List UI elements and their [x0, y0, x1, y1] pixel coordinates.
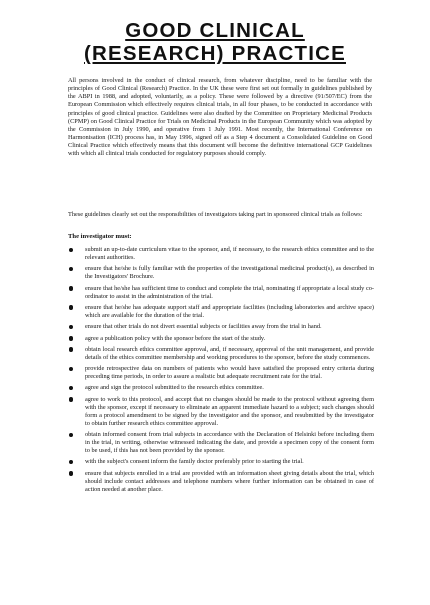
- list-item-text: agree to work to this protocol, and accept that no changes should be made to the protocol without agreeing them with the sponsor, except if necessary to eliminate an apparent immediate hazard to a subject; such changes should form a protocol amendment to be signed by the investigator and the sponsor, and resubmitted by the investigator to obtain further research ethics committee approval.: [85, 395, 374, 427]
- list-item: [68, 265, 374, 281]
- bullet-icon: [69, 267, 73, 271]
- bullet-icon: [69, 248, 73, 252]
- list-item-text: submit an up-to-date curriculum vitae to the sponsor, and, if necessary, to the research ethics committee and to the relevant authorities.: [85, 246, 374, 261]
- list-item: [68, 470, 374, 494]
- list-item: [68, 396, 374, 428]
- list-item: [68, 346, 374, 362]
- list-item: [68, 323, 374, 331]
- list-item: [68, 335, 374, 343]
- list-item-text: agree a publication policy with the sponsor before the start of the study.: [85, 334, 266, 342]
- page-title-line-2: (RESEARCH) PRACTICE: [84, 42, 346, 65]
- list-item-text: ensure that he/she has sufficient time to conduct and complete the trial, nominating if appropriate a local study co-ordinator to assist in the administration of the trial.: [85, 284, 374, 300]
- bullet-icon: [69, 386, 73, 390]
- list-item-text: ensure that other trials do not divert essential subjects or facilities away from the trial in hand.: [85, 323, 322, 331]
- list-item-text: ensure that he/she has adequate support staff and appropriate facilities (including laboratories and archive space) which are available for the duration of the trial.: [85, 303, 374, 319]
- lead-paragraph: These guidelines clearly set out the responsibilities of investigators taking part in sponsored clinical trials as follows:: [68, 211, 363, 218]
- list-item: [68, 365, 374, 381]
- bullet-icon: [69, 286, 73, 290]
- bullet-icon: [69, 336, 73, 340]
- list-item-text: ensure that he/she is fully familiar with the properties of the investigational medicinal product(s), as described in the Investigators' Brochure.: [85, 265, 374, 281]
- list-item-text: obtain informed consent from trial subjects in accordance with the Declaration of Helsinki before including them in the trial, in writing, otherwise witnessed indicating the date, and provide a specimen copy of the consent form to be used, if this has not been provided by the sponsor.: [85, 431, 374, 454]
- list-item: [68, 246, 374, 262]
- responsibilities-list: [68, 246, 374, 497]
- list-item-text: with the subject's consent inform the family doctor preferably prior to starting the trial.: [85, 458, 304, 466]
- list-item: [68, 304, 374, 320]
- list-item: [68, 458, 374, 466]
- bullet-icon: [69, 305, 73, 309]
- bullet-icon: [69, 325, 73, 329]
- intro-paragraph: All persons involved in the conduct of clinical research, from whatever discipline, need to be familiar with the principles of Good Clinical (Research) Practice. In the UK these were first set out formally in guidelines published by the ABPI in 1988, and adopted, voluntarily, as a policy. These were followed by a directive (91/507/EC) from the European Commission which effectively requires clinical trials, in all four phases, to be conducted in accordance with principles of good clinical practice. Guidelines were also drafted by the Committee on Proprietary Medicinal Products (CPMP) on Good Clinical Practice for Trials on Medicinal Products in the European Community which was adopted by the Commission in July 1990, and operative from 1 July 1991. Most recently, the International Conference on Harmonisation (ICH) process has, in May 1996, signed off as a Step 4 document a Consolidated Guideline on Good Clinical Practice which effectively means that this document will become the definitive international GCP Guidelines with which all clinical trials conducted for regulatory purposes should comply.: [68, 77, 372, 158]
- list-item-text: ensure that subjects enrolled in a trial are provided with an information sheet giving details about the trial, which should include contact addresses and telephone numbers where further information can be obtained in case of action needed at another place.: [85, 469, 374, 493]
- bullet-icon: [69, 433, 73, 437]
- list-item-text: obtain local research ethics committee approval, and, if necessary, approval of the unit management, and provide details of the ethics committee membership and working procedures to the sponsor, before the study commences.: [85, 345, 374, 361]
- bullet-icon: [69, 347, 73, 351]
- bullet-icon: [69, 367, 73, 371]
- bullet-icon: [69, 471, 73, 475]
- bullet-icon: [69, 397, 73, 401]
- bullet-icon: [69, 460, 73, 464]
- list-item: [68, 431, 374, 455]
- list-item: [68, 285, 374, 301]
- list-item-text: provide retrospective data on numbers of patients who would have satisfied the proposed entry criteria during preceding time periods, in order to assure a realistic but adequate recruitment rate for the trial.: [85, 365, 374, 381]
- list-item-text: agree and sign the protocol submitted to the research ethics committee.: [85, 384, 264, 392]
- page-title-line-1: GOOD CLINICAL: [125, 19, 305, 42]
- section-heading: The investigator must:: [68, 233, 132, 240]
- list-item: [68, 384, 374, 392]
